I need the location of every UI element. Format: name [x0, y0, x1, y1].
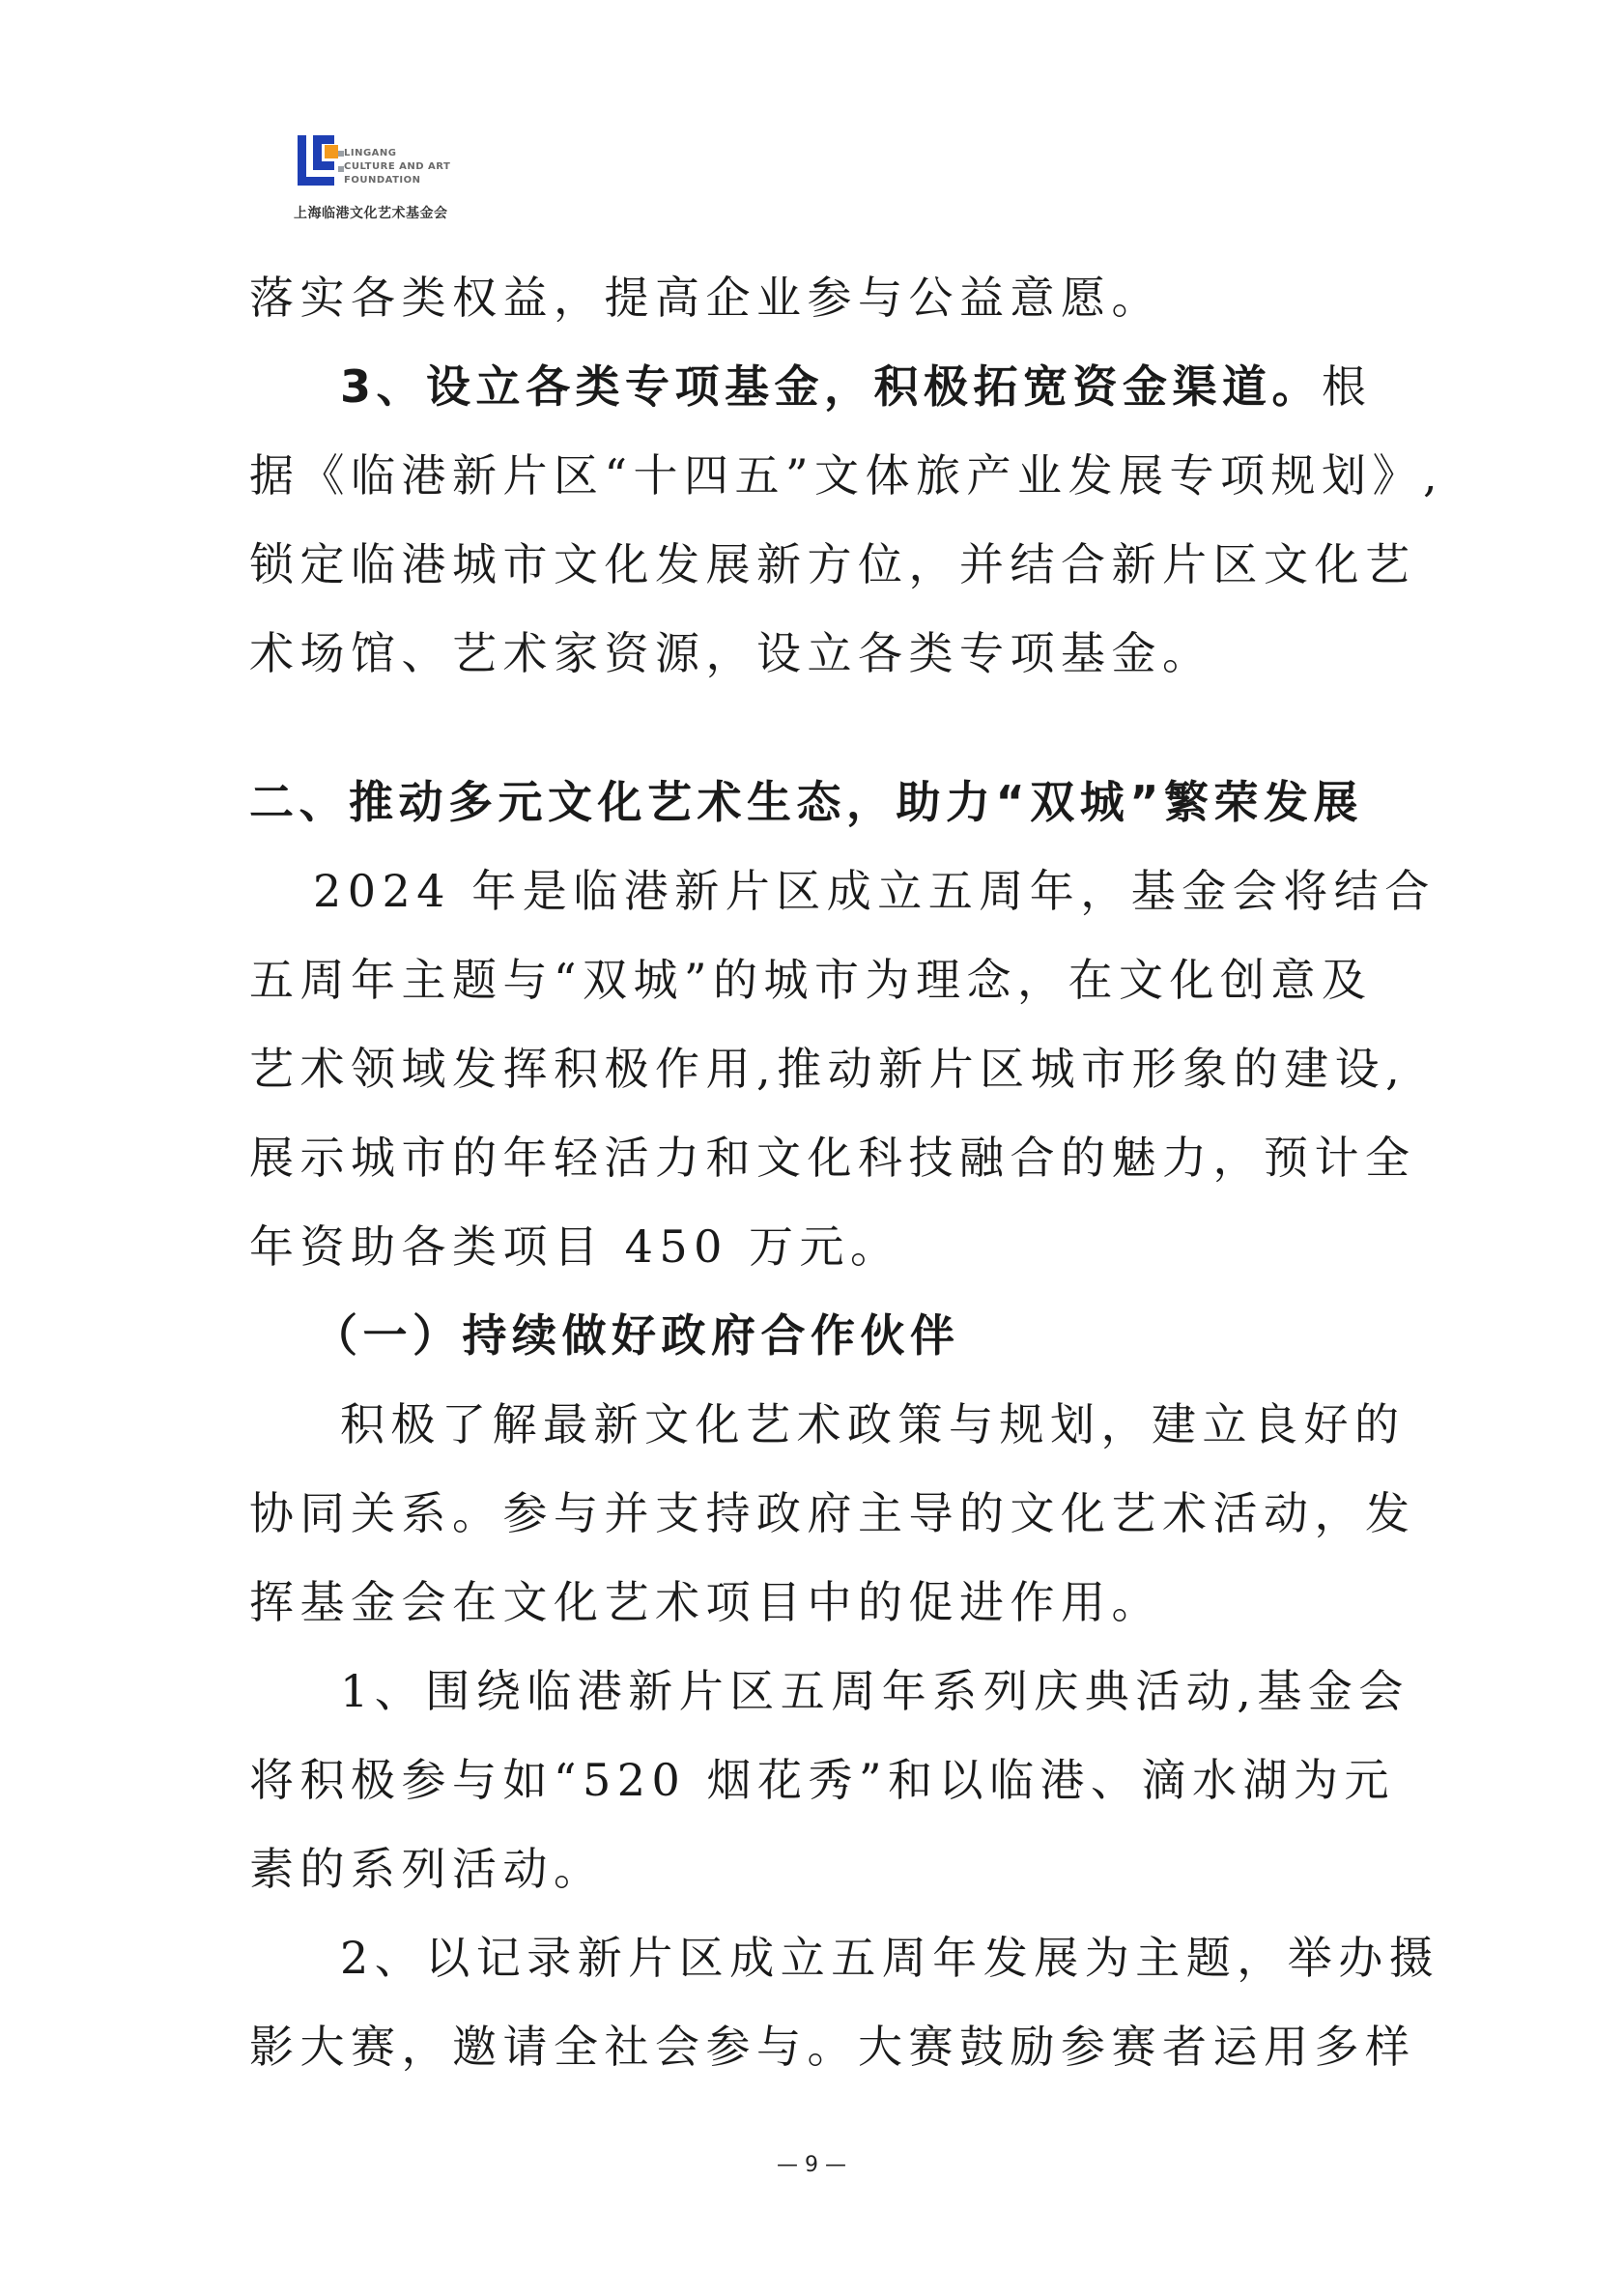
page-number: — 9 — — [777, 2153, 846, 2177]
paragraph-line: 年资助各类项目 450 万元。 — [249, 1220, 901, 1273]
logo-english-text: LINGANG CULTURE AND ART FOUNDATION — [344, 148, 451, 186]
logo-chinese-name: 上海临港文化艺术基金会 — [294, 206, 448, 221]
paragraph-line: 素的系列活动。 — [249, 1843, 605, 1895]
section-heading: 二、推动多元文化艺术生态，助力“双城”繁荣发展 — [249, 776, 1363, 828]
paragraph-line: 2024 年是临港新片区成立五周年，基金会将结合 — [313, 865, 1436, 917]
paragraph-line: 术场馆、艺术家资源，设立各类专项基金。 — [249, 627, 1213, 679]
paragraph-line: 协同关系。参与并支持政府主导的文化艺术活动，发 — [249, 1487, 1416, 1539]
paragraph-line: 五周年主题与“双城”的城市为理念，在文化创意及 — [249, 954, 1373, 1006]
paragraph-line: 锁定临港城市文化发展新方位，并结合新片区文化艺 — [249, 538, 1416, 590]
subsection-heading: （一）持续做好政府合作伙伴 — [313, 1309, 960, 1362]
paragraph-line: 1、围绕临港新片区五周年系列庆典活动,基金会 — [340, 1665, 1409, 1717]
paragraph-line — [249, 342, 1380, 431]
paragraph-line: 艺术领域发挥积极作用,推动新片区城市形象的建设, — [249, 1043, 1407, 1095]
paragraph-line: 落实各类权益，提高企业参与公益意愿。 — [249, 272, 1162, 324]
paragraph-line: 积极了解最新文化艺术政策与规划，建立良好的 — [340, 1398, 1406, 1450]
document-body — [249, 253, 1444, 2091]
paragraph-line: 据《临港新片区“十四五”文体旅产业发展专项规划》, — [249, 449, 1444, 502]
paragraph-line: 展示城市的年轻活力和文化科技融合的魅力，预计全 — [249, 1132, 1416, 1184]
inline-text: 根 — [1322, 360, 1373, 413]
paragraph-line: 挥基金会在文化艺术项目中的促进作用。 — [249, 1576, 1162, 1628]
paragraph-line: 2、以记录新片区成立五周年发展为主题，举办摄 — [340, 1932, 1440, 1984]
inline-heading: 3、设立各类专项基金，积极拓宽资金渠道。 — [340, 360, 1323, 413]
paragraph-line: 影大赛，邀请全社会参与。大赛鼓励参赛者运用多样 — [249, 2021, 1416, 2073]
paragraph-line: 将积极参与如“520 烟花秀”和以临港、滴水湖为元 — [249, 1754, 1395, 1806]
foundation-header — [290, 126, 522, 232]
